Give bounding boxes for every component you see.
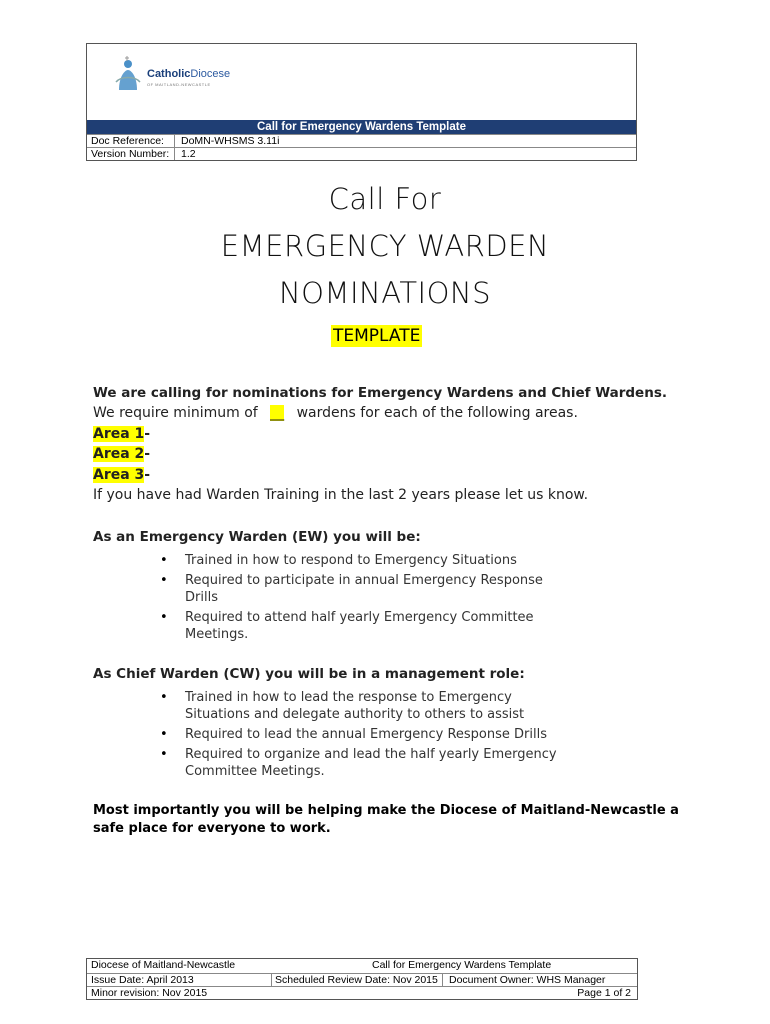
footer-page: Page 1 of 2 xyxy=(577,987,631,999)
title-line-3: NOMINATIONS xyxy=(278,276,492,310)
template-title-bar: Call for Emergency Wardens Template xyxy=(87,120,636,134)
area-1-dash: - xyxy=(144,426,151,442)
cw-heading: As Chief Warden (CW) you will be in a management role: xyxy=(93,666,525,682)
template-tag: TEMPLATE xyxy=(333,326,421,346)
require-text xyxy=(93,405,578,421)
title-line-2: EMERGENCY WARDEN xyxy=(220,229,550,263)
area-3 xyxy=(93,467,150,483)
area-1 xyxy=(93,426,150,442)
logo-brand-b: Diocese xyxy=(190,68,231,80)
title-line-1: Call For xyxy=(328,182,442,216)
version-value: 1.2 xyxy=(181,148,196,160)
minimum-blank: __ xyxy=(270,405,285,421)
list-item: • Required to attend half yearly Emergency Committee Meetings. xyxy=(160,609,575,643)
logo-brand-a: Catholic xyxy=(147,68,191,80)
footer-row-3 xyxy=(87,986,637,1000)
area-3-dash: - xyxy=(144,467,151,483)
doc-ref-label: Doc Reference: xyxy=(91,135,164,147)
diocese-logo-icon xyxy=(113,54,143,94)
version-row xyxy=(87,147,636,160)
require-prefix: We require minimum of xyxy=(93,405,258,421)
footer-owner: Document Owner: WHS Manager xyxy=(449,974,606,986)
footer-doc-title: Call for Emergency Wardens Template xyxy=(372,959,552,971)
footer-issue-date: Issue Date: April 2013 xyxy=(91,974,194,986)
footer-minor-revision: Minor revision: Nov 2015 xyxy=(91,987,208,999)
area-1-label: Area 1 xyxy=(93,426,145,442)
logo-subtitle: OF MAITLAND-NEWCASTLE xyxy=(147,82,211,87)
list-item: • Required to participate in annual Emergency Response Drills xyxy=(160,572,575,606)
list-item: • Trained in how to respond to Emergency Situations xyxy=(160,552,585,569)
version-label: Version Number: xyxy=(91,148,170,160)
footer-row-2 xyxy=(87,973,637,987)
area-2 xyxy=(93,446,150,462)
area-2-label: Area 2 xyxy=(93,446,145,462)
closing-text: Most importantly you will be helping make the Diocese of Maitland-Newcastle a safe place for everyone to work. xyxy=(93,803,679,836)
logo-brand xyxy=(147,68,230,80)
calling-text: We are calling for nominations for Emergency Wardens and Chief Wardens. xyxy=(93,385,667,401)
list-item: • Required to organize and lead the half yearly Emergency Committee Meetings. xyxy=(160,746,575,780)
require-suffix: wardens for each of the following areas. xyxy=(296,405,578,421)
area-3-label: Area 3 xyxy=(93,467,145,483)
training-text: If you have had Warden Training in the last 2 years please let us know. xyxy=(93,487,589,503)
ew-list xyxy=(160,552,585,646)
divider xyxy=(174,148,175,160)
ew-heading: As an Emergency Warden (EW) you will be: xyxy=(93,529,421,545)
doc-reference-row xyxy=(87,134,636,147)
cw-list xyxy=(160,689,585,783)
document-footer xyxy=(86,958,638,1000)
divider xyxy=(174,135,175,147)
footer-row-1 xyxy=(87,959,637,972)
footer-org: Diocese of Maitland-Newcastle xyxy=(91,959,236,971)
footer-review-date: Scheduled Review Date: Nov 2015 xyxy=(275,974,438,986)
list-item: • Required to lead the annual Emergency Response Drills xyxy=(160,726,585,743)
list-item: • Trained in how to lead the response to Emergency Situations and delegate authority to others to assist xyxy=(160,689,535,723)
area-2-dash: - xyxy=(144,446,151,462)
doc-ref-value: DoMN-WHSMS 3.11i xyxy=(181,135,280,147)
diocese-logo xyxy=(113,54,231,94)
document-header xyxy=(86,43,637,161)
